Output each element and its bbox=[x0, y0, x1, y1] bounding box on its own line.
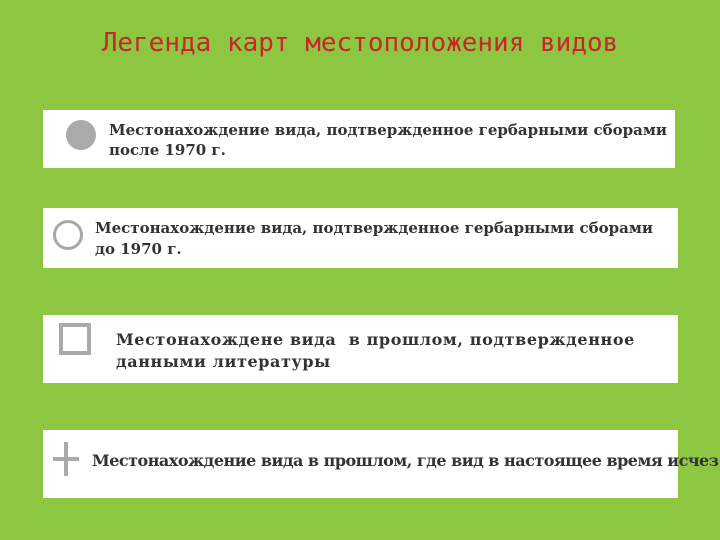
legend-item-extinct bbox=[43, 430, 719, 498]
legend-item-old-herbarium bbox=[43, 208, 678, 268]
hollow-circle-icon bbox=[53, 220, 83, 250]
legend-item-text bbox=[95, 218, 653, 260]
slide-title: Легенда карт местоположения видов bbox=[101, 28, 619, 58]
legend-text-line: после 1970 г. bbox=[109, 141, 226, 159]
filled-circle-icon bbox=[66, 120, 96, 150]
legend-item-text bbox=[116, 329, 635, 373]
hollow-square-icon bbox=[59, 323, 91, 355]
legend-text-line: данными литературы bbox=[116, 352, 331, 371]
legend-item-text bbox=[109, 120, 667, 160]
legend-item-recent-herbarium bbox=[43, 110, 675, 168]
legend-item-text bbox=[92, 450, 718, 472]
legend-text-line: до 1970 г. bbox=[95, 240, 182, 258]
legend-text-line: Местонахождене вида в прошлом, подтвержденное bbox=[116, 330, 635, 349]
legend-text-line: Местонахождение вида, подтвержденное гербарными сборами bbox=[109, 121, 667, 139]
legend-item-literature bbox=[43, 315, 678, 383]
legend-text-line: Местонахождение вида в прошлом, где вид в настоящее время исчез bbox=[92, 451, 719, 470]
cross-icon bbox=[53, 442, 79, 476]
legend-text-line: Местонахождение вида, подтвержденное гербарными сборами bbox=[95, 219, 653, 237]
